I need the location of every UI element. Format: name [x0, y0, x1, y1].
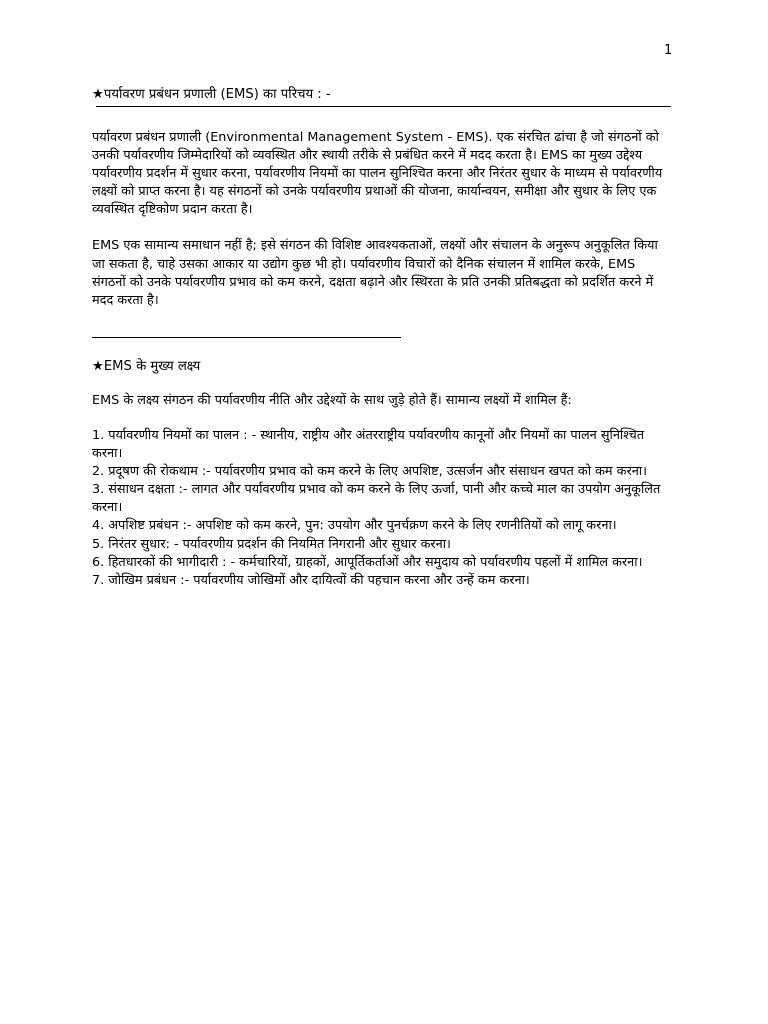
paragraph-ems-definition: पर्यावरण प्रबंधन प्रणाली (Environmental Management System - EMS). एक संरचित ढांचा है जो संगठनों को उनकी पर्यावरणीय जिम्मेदारियों को व्यवस्थित और स्थायी तरीके से प्रबंधित करने में मदद करता है। EMS का मुख्य उद्देश्य पर्यावरणीय प्रदर्शन में सुधार करना, पर्यावरणीय नियमों का पालन सुनिश्चित करना और निरंतर सुधार के माध्यम से पर्यावरणीय लक्ष्यों को प्राप्त करना है। यह संगठनों को उनके पर्यावरणीय प्रथाओं की योजना, कार्यान्वयन, समीक्षा और सुधार के लिए एक व्यवस्थित दृष्टिकोण प्रदान करता है। — [92, 130, 663, 218]
list-item: 4. अपशिष्ट प्रबंधन :- अपशिष्ट को कम करने, पुन: उपयोग और पुनर्चक्रण करने के लिए रणनीतियों को लागू करना। — [92, 518, 617, 534]
list-item: 3. संसाधन दक्षता :- लागत और पर्यावरणीय प्रभाव को कम करने के लिए ऊर्जा, पानी और कच्चे माल का उपयोग अनुकूलित करना। — [92, 482, 661, 516]
list-item: 7. जोखिम प्रबंधन :- पर्यावरणीय जोखिमों और दायित्वों की पहचान करना और उन्हें कम करना। — [92, 572, 530, 588]
list-item: 6. हितधारकों की भागीदारी : - कर्मचारियों, ग्राहकों, आपूर्तिकर्ताओं और समुदाय को पर्यावरणीय पहलों में शामिल करना। — [92, 554, 643, 570]
paragraph-goals-intro: EMS के लक्ष्य संगठन की पर्यावरणीय नीति और उद्देश्यों के साथ जुड़े होते हैं। सामान्य लक्ष्यों में शामिल हैं: — [92, 392, 572, 408]
section-heading-ems-goals: ★EMS के मुख्य लक्ष्य — [92, 358, 201, 374]
document-body — [92, 86, 672, 590]
list-item: 2. प्रदूषण की रोकथाम :- पर्यावरणीय प्रभाव को कम करने के लिए अपशिष्ट, उत्सर्जन और संसाधन खपत को कम करना। — [92, 464, 647, 480]
list-item: 5. निरंतर सुधार: - पर्यावरणीय प्रदर्शन की नियमित निगरानी और सुधार करना। — [92, 536, 451, 552]
section-heading-ems-intro: ★पर्यावरण प्रबंधन प्रणाली (EMS) का परिचय : - — [92, 87, 331, 102]
section-divider — [92, 337, 401, 338]
goals-list — [92, 427, 672, 590]
paragraph-ems-adaptability: EMS एक सामान्य समाधान नहीं है; इसे संगठन की विशिष्ट आवश्यकताओं, लक्ष्यों और संचालन के अनुरूप अनुकूलित किया जा सकता है, चाहे उसका आकार या उद्योग कुछ भी हो। पर्यावरणीय विचारों को दैनिक संचालन में शामिल करके, EMS संगठनों को उनके पर्यावरणीय प्रभाव को कम करने, दक्षता बढ़ाने और स्थिरता के प्रति उनकी प्रतिबद्धता को प्रदर्शित करने में मदद करता है। — [92, 238, 658, 308]
page-number: 1 — [664, 43, 673, 58]
list-item: 1. पर्यावरणीय नियमों का पालन : - स्थानीय, राष्ट्रीय और अंतरराष्ट्रीय पर्यावरणीय कानूनों और नियमों का पालन सुनिश्चित करना। — [92, 427, 645, 462]
horizontal-rule — [96, 106, 671, 107]
